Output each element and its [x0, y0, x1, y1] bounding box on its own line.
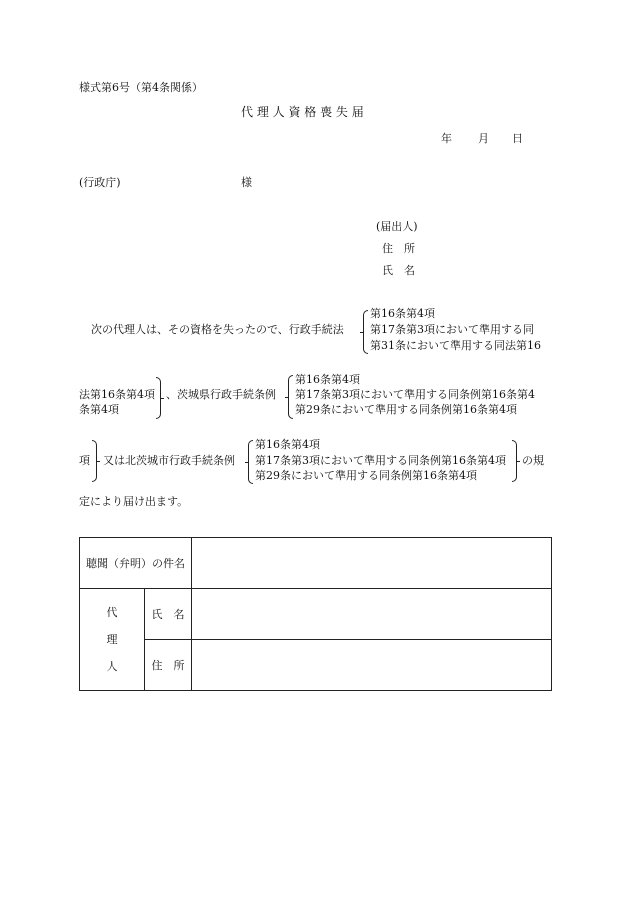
agent-label-char-1: 代 [106, 606, 118, 619]
agent-address-label: 住 所 [151, 659, 185, 672]
para3-left: 項 [79, 454, 90, 467]
para1-left-brace [363, 310, 368, 354]
notifier-name-label: 氏 名 [382, 264, 415, 277]
agent-label-char-2: 理 [106, 633, 118, 646]
honorific: 様 [241, 176, 252, 189]
agent-address-value-cell[interactable] [192, 640, 552, 691]
para3-tail: の規 [522, 454, 544, 467]
para1-lead: 次の代理人は、その資格を失ったので、行政手続法 [91, 323, 344, 336]
para4: 定により届け出ます。 [79, 495, 189, 508]
para1-option-2: 第17条第3項において準用する同 [370, 323, 534, 336]
para3-option-1: 第16条第4項 [255, 438, 320, 451]
agent-address-label-cell [145, 640, 192, 691]
para3-right-brace-2 [512, 440, 517, 482]
para3-option-2: 第17条第3項において準用する同条例第16条第4項 [255, 454, 506, 467]
para3-right-brace [92, 440, 97, 482]
agency-label: (行政庁) [79, 176, 121, 189]
form-number: 様式第6号（第4条関係） [79, 81, 203, 94]
agent-name-value-cell[interactable] [192, 589, 552, 640]
para1-option-3: 第31条において準用する同法第16 [370, 339, 541, 352]
case-label: 聴聞（弁明）の件名 [86, 557, 185, 570]
para3-middle: 又は北茨城市行政手続条例 [103, 454, 235, 467]
para2-left-line2: 条第4項 [79, 403, 119, 416]
para2-option-1: 第16条第4項 [295, 373, 360, 386]
para2-option-2: 第17条第3項において準用する同条例第16条第4 [295, 388, 535, 401]
para3-option-3: 第29条において準用する同条例第16条第4項 [255, 469, 477, 482]
para2-left-brace [288, 375, 293, 419]
agent-label-cell [80, 589, 145, 691]
para2-option-3: 第29条において準用する同条例第16条第4項 [295, 403, 517, 416]
document-title: 代 理 人 資 格 喪 失 届 [241, 105, 364, 119]
para1-option-1: 第16条第4項 [370, 307, 435, 320]
para3-left-brace [248, 440, 253, 484]
agent-label-char-3: 人 [106, 660, 118, 673]
agent-name-label-cell [145, 589, 192, 640]
case-label-cell [80, 538, 192, 589]
notifier-label: (届出人) [376, 220, 418, 233]
date-year: 年 [441, 132, 452, 145]
date-month: 月 [478, 132, 489, 145]
case-value-cell[interactable] [192, 538, 552, 589]
para2-right-brace [156, 377, 161, 419]
agent-name-label: 氏 名 [151, 608, 185, 621]
agent-info-table [79, 537, 552, 691]
date-day: 日 [512, 132, 523, 145]
para2-left-line1: 法第16条第4項 [79, 388, 155, 401]
notifier-address-label: 住 所 [382, 242, 415, 255]
para2-middle: 、茨城県行政手続条例 [166, 388, 276, 401]
